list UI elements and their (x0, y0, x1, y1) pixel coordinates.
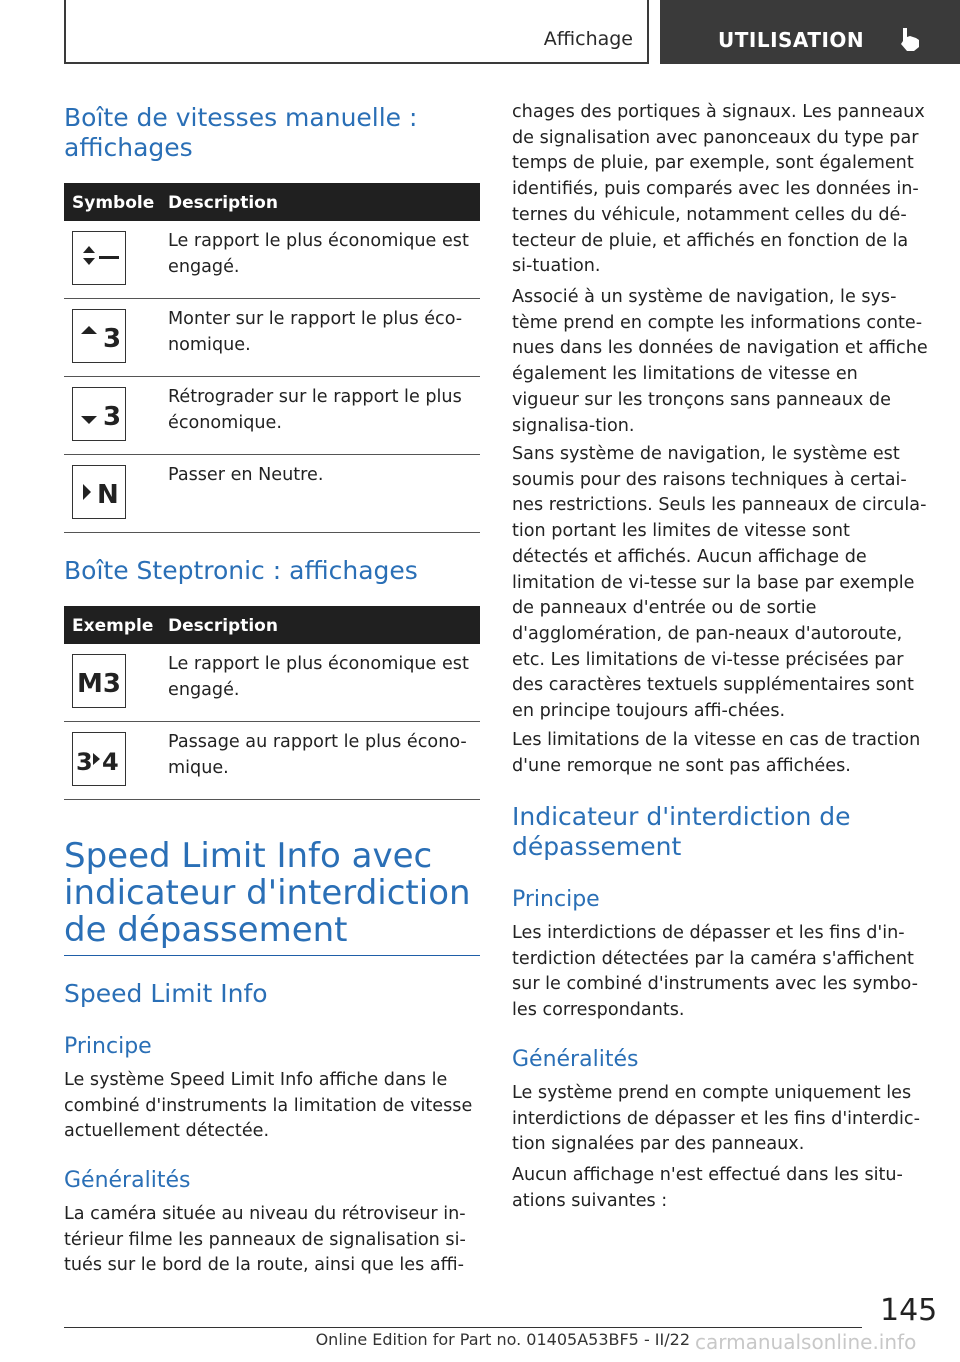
table-row (64, 377, 480, 455)
paragraph-trailer: Les limitations de la vitesse en cas de traction d'une remorque ne sont pas affichées. (512, 730, 921, 776)
downshift-3-icon (72, 387, 126, 441)
watermark: carmanualsonline.info (695, 1330, 917, 1354)
downshift-symbol: 3 (103, 402, 122, 432)
shift-3-to-4-icon (72, 732, 126, 786)
table-row (64, 722, 480, 800)
paragraph-navigation: Associé à un système de navigation, le sys-tème prend en compte les informations conte-nues dans les données de navigation et affiche également les limitations de vitesse en vigueur sur les tronçons sans panneaux de signalisa-tion. (512, 287, 928, 436)
generalites-text: La caméra située au niveau du rétroviseur in-térieur filme les panneaux de signalisation si-tués sur le bord de la route, ainsi que les affi- (64, 1204, 466, 1276)
footer-rule (64, 1327, 862, 1328)
row-description: Le rapport le plus économique est engagé. (168, 231, 469, 277)
row-description: Le rapport le plus économique est engagé. (168, 654, 469, 700)
pointing-hand-icon (898, 26, 922, 52)
header-chapter-tab (660, 0, 960, 64)
indicator-section-title: Indicateur d'interdiction de dépassement (512, 802, 851, 861)
column-header-description: Description (168, 193, 278, 213)
table-row (64, 221, 480, 299)
upshift-3-icon (72, 309, 126, 363)
edition-text: Online Edition for Part no. 01405A53BF5 - II/22 (315, 1330, 690, 1349)
principe-text: Le système Speed Limit Info affiche dans le combiné d'instruments la limitation de vitesse actuellement détectée. (64, 1070, 473, 1142)
header-chapter-label: UTILISATION (718, 28, 865, 52)
row-description: Passer en Neutre. (168, 465, 324, 485)
row-description: Monter sur le rapport le plus éco-nomique. (168, 309, 463, 355)
steptronic-table-title: Boîte Steptronic : affichages (64, 556, 418, 585)
column-header-symbol: Symbole (72, 193, 155, 213)
paragraph-signal-gantries: chages des portiques à signaux. Les panneaux de signalisation avec panonceaux du type par temps de pluie, par exemple, sont également identifiés, puis comparés avec les données in-ternes du véhicule, notamment celles du dé-tecteur de pluie, et affichés en fonction de la si-tuation. (512, 102, 925, 277)
heading-principe-right: Principe (512, 887, 600, 912)
main-section-title: Speed Limit Info avec indicateur d'interdiction de dépassement (64, 836, 471, 950)
row-description: Rétrograder sur le rapport le plus économique. (168, 387, 462, 433)
gear-up-down-icon (72, 231, 126, 285)
table-row (64, 299, 480, 377)
subsection-title-speed-limit-info: Speed Limit Info (64, 979, 268, 1008)
principe-right-text: Les interdictions de dépasser et les fins d'in-terdiction détectées par la caméra s'affichent sur le combiné d'instruments avec les symbo-les correspondants. (512, 923, 918, 1021)
table-header (64, 183, 480, 221)
header-section-label: Affichage (543, 28, 633, 50)
shift-neutral-icon (72, 465, 126, 519)
upshift-symbol: 3 (103, 324, 122, 354)
neutral-symbol: N (97, 480, 119, 510)
table-row (64, 455, 480, 533)
heading-principe: Principe (64, 1034, 152, 1059)
situations-text: Aucun affichage n'est effectué dans les situ-ations suivantes : (512, 1165, 903, 1211)
section-divider (64, 955, 480, 956)
page-number: 145 (880, 1293, 938, 1328)
table-header (64, 606, 480, 644)
steptronic-table (64, 606, 480, 800)
manual-gearbox-table (64, 183, 480, 533)
generalites-right-text: Le système prend en compte uniquement les interdictions de dépasser et les fins d'interdic-tion signalées par des panneaux. (512, 1083, 920, 1155)
shift-to-symbol: 4 (102, 748, 119, 776)
m3-symbol: M3 (77, 669, 121, 699)
heading-generalites: Généralités (64, 1168, 191, 1193)
column-header-description: Description (168, 616, 278, 636)
shift-from-symbol: 3 (76, 748, 93, 776)
heading-generalites-right: Généralités (512, 1047, 639, 1072)
paragraph-without-navigation: Sans système de navigation, le système est soumis pour des raisons techniques à certai-nes restrictions. Seuls les panneaux de circula-tion portant les limites de vitesse sont détectés et affichés. Aucun affichage de limitation de vi-tesse sur la base par exemple de panneaux d'entrée ou de sortie d'agglomération, de pan-neaux d'autoroute, etc. Les limitations de vi-tesse précisées par des caractères textuels supplémentaires sont en principe toujours affi-chées. (512, 444, 927, 722)
header-section-tab (64, 0, 649, 64)
manual-table-title: Boîte de vitesses manuelle : affichages (64, 103, 418, 162)
row-description: Passage au rapport le plus écono-mique. (168, 732, 467, 778)
column-header-example: Exemple (72, 616, 154, 636)
m3-icon (72, 654, 126, 708)
table-row (64, 644, 480, 722)
